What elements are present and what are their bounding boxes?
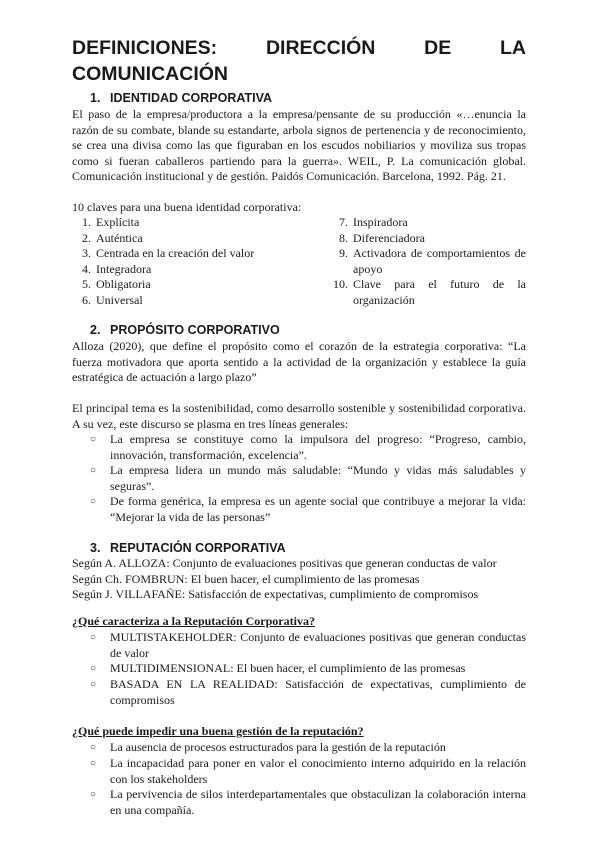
section-number: 1. bbox=[90, 91, 101, 105]
list-item: ○ La ausencia de procesos estructurados para la gestión de la reputación bbox=[90, 740, 446, 754]
list-item: 10. Clave para el futuro de la organización bbox=[333, 277, 526, 307]
circle-bullet-icon: ○ bbox=[90, 789, 97, 800]
author-definition: Según J. VILLAFAÑE: Satisfacción de expectativas, cumplimiento de compromisos bbox=[72, 587, 479, 601]
section-title: IDENTIDAD CORPORATIVA bbox=[110, 91, 273, 105]
circle-bullet-icon: ○ bbox=[90, 465, 97, 476]
list-item: ○ MULTIDIMENSIONAL: El buen hacer, el cumplimiento de las promesas bbox=[90, 661, 466, 675]
list-item: ○ MULTISTAKEHOLDER: Conjunto de evaluaciones positivas que generan conductas de valor bbox=[90, 630, 526, 660]
list-item: ○ BASADA EN LA REALIDAD: Satisfacción de expectativas, cumplimiento de compromisos bbox=[90, 677, 526, 707]
section-number: 2. bbox=[90, 323, 101, 337]
keys-intro: 10 claves para una buena identidad corporativa: bbox=[72, 200, 302, 214]
circle-bullet-icon: ○ bbox=[90, 758, 97, 769]
text-line: Alloza (2020), que define el propósito como el corazón de la estrategia corporativa: “La bbox=[72, 339, 526, 353]
page-title-continued: COMUNICACIÓN bbox=[72, 63, 228, 85]
document-page: DEFINICIONES: DIRECCIÓN DE LA COMUNICACIÓN 1. IDENTIDAD CORPORATIVA El paso de la empresa/productora a la empresa/pensante de su producción «…enuncia la razón de su combate, blande su estandarte, arbola signos de pertenencia y de reconocimiento, se crea una divisa como las que figuraban en los escudos nobiliarios y moviliza sus tropas como si fueran caballeros partiendo para la guerra». WEIL, P. La comunicación global. Comunicación institucional y de gestión. Paidós Comunicación. Barcelona, 1992. Pág. 21. 10 claves para una buena identidad corporativa: 1. Explícita 2. Auténtica 3. Centrada en la creación del valor 4. Integradora 5. Obligatoria 6. Universal 7. Inspiradora 8. Diferenciadora 9. Activadora de comportamientos de apoyo 10. Clave para el futuro de la organización 2. PROPÓSITO CORPORATIVO Alloza (2020), que define el propósito como el corazón de la estrategia corporativa: “La fuerza motivadora que aporta sentido a la actividad de la organización y establece la guía estratégica de actuación a largo plazo” El principal tema es la sostenibilidad, como desarrollo sostenible y sostenibilidad corporativa. A su vez, este discurso se plasma en tres líneas generales: ○ La empresa se constituye como la impulsora del progreso: “Progreso, cambio, innovación, transformación, excelencia”. ○ La empresa lidera un mundo más saludable: “Mundo y vidas más saludables y seguras”. ○ De forma genérica, la empresa es un agente social que contribuye a mejorar la vida: “Mejorar la vida de las personas” 3. REPUTACIÓN CORPORATIVA Según A. ALLOZA: Conjunto de evaluaciones positivas que generan conductas de valor Según Ch. FOMBRUN: El buen hacer, el cumplimiento de las promesas Según J. VILLAFAÑE: Satisfacción de expectativas, cumplimiento de compromisos ¿Qué caracteriza a la Reputación Corporativa? ○ MULTISTAKEHOLDER: Conjunto de evaluaciones positivas que generan conductas de valor ○ MULTIDIMENSIONAL: El buen hacer, el cumplimiento de las promesas ○ BASADA EN LA REALIDAD: Satisfacción de expectativas, cumplimiento de compromisos ¿Qué puede impedir una buena gestión de la reputación? ○ La ausencia de procesos estructurados para la gestión de la reputación ○ La incapacidad para poner en valor el conocimiento interno adquirido en la relación con los stakeholders ○ La pervivencia de silos interdepartamentales que obstaculizan la colaboración interna en una compañía. bbox=[72, 37, 526, 817]
page-title: DEFINICIONES: DIRECCIÓN DE LA bbox=[72, 37, 526, 59]
section-heading-proposito bbox=[90, 322, 280, 338]
question-heading: ¿Qué puede impedir una buena gestión de la reputación? bbox=[72, 724, 364, 738]
purpose-definition bbox=[72, 339, 526, 386]
list-item: ○ De forma genérica, la empresa es un agente social que contribuye a mejorar la vida: “Mejorar la vida de las personas” bbox=[90, 494, 526, 524]
section-title: REPUTACIÓN CORPORATIVA bbox=[110, 541, 286, 555]
circle-bullet-icon: ○ bbox=[90, 663, 97, 674]
text-line: como si fueran caballeros partiendo para la guerra». WEIL, P. La comunicación global. bbox=[72, 153, 526, 168]
question-heading: ¿Qué caracteriza a la Reputación Corporativa? bbox=[72, 614, 315, 628]
circle-bullet-icon: ○ bbox=[90, 679, 97, 690]
section-number: 3. bbox=[90, 541, 101, 555]
section-heading-reputacion bbox=[90, 540, 286, 556]
identity-quote bbox=[72, 107, 526, 185]
list-item: ○ La pervivencia de silos interdepartamentales que obstaculizan la colaboración interna en una compañía. bbox=[90, 787, 526, 817]
section-title: PROPÓSITO CORPORATIVO bbox=[110, 323, 280, 337]
circle-bullet-icon: ○ bbox=[90, 632, 97, 643]
list-item: ○ La empresa se constituye como la impulsora del progreso: “Progreso, cambio, innovación, transformación, excelencia”. bbox=[90, 432, 526, 462]
list-item: ○ La incapacidad para poner en valor el conocimiento interno adquirido en la relación con los stakeholders bbox=[90, 756, 526, 786]
text-line: se crea una divisa como las que figuraban en los escudos nobiliarios y moviliza sus tropas bbox=[72, 138, 526, 152]
text-line: fuerza motivadora que aporta sentido a la actividad de la organización y establece la guía bbox=[72, 354, 526, 369]
author-definition: Según A. ALLOZA: Conjunto de evaluaciones positivas que generan conductas de valor bbox=[72, 556, 497, 570]
list-item: ○ La empresa lidera un mundo más saludable: “Mundo y vidas más saludables y seguras”. bbox=[90, 463, 526, 493]
circle-bullet-icon: ○ bbox=[90, 742, 97, 753]
purpose-intro bbox=[72, 401, 526, 432]
section-heading-identidad bbox=[90, 90, 272, 106]
text-line: A su vez, este discurso se plasma en tres líneas generales: bbox=[72, 416, 349, 431]
circle-bullet-icon: ○ bbox=[90, 496, 97, 507]
circle-bullet-icon: ○ bbox=[90, 434, 97, 445]
list-item: 9. Activadora de comportamientos de apoyo bbox=[339, 246, 526, 276]
author-definition: Según Ch. FOMBRUN: El buen hacer, el cumplimiento de las promesas bbox=[72, 572, 420, 586]
text-line: El principal tema es la sostenibilidad, como desarrollo sostenible y sostenibilidad corporativa. bbox=[72, 401, 526, 415]
text-line: razón de su combate, blande su estandarte, arbola signos de pertenencia y de reconocimiento, bbox=[72, 122, 526, 137]
text-line: Comunicación institucional y de gestión. Paidós Comunicación. Barcelona, 1992. Pág. 21. bbox=[72, 169, 506, 183]
text-line: estratégica de actuación a largo plazo” bbox=[72, 370, 257, 384]
text-line: El paso de la empresa/productora a la empresa/pensante de su producción «…enuncia la bbox=[72, 107, 526, 121]
